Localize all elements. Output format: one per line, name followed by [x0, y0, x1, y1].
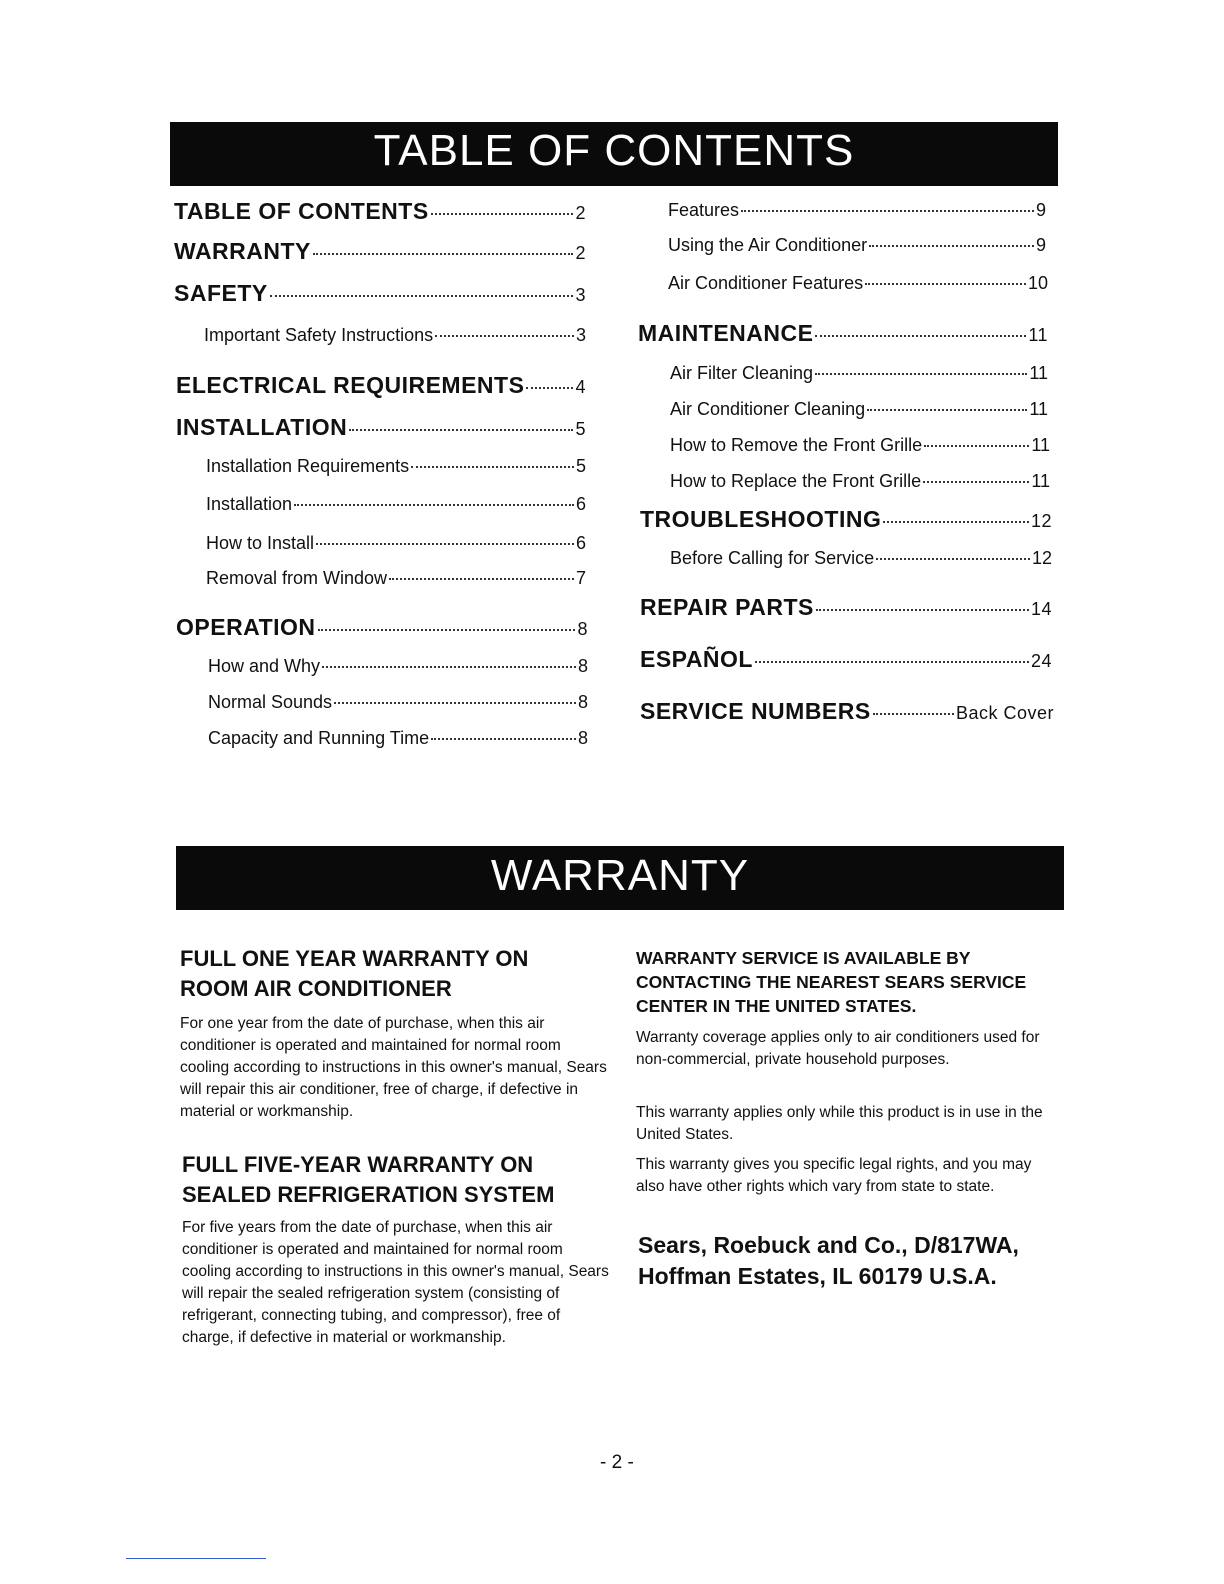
toc-entry-title: SERVICE NUMBERS	[640, 698, 871, 724]
toc-entry-how-and-why	[208, 656, 588, 677]
toc-page-number: 14	[1030, 599, 1052, 619]
toc-entry-title: How to Remove the Front Grille	[670, 435, 923, 455]
toc-banner: TABLE OF CONTENTS	[170, 122, 1058, 186]
toc-entry-service-numbers	[640, 698, 1054, 725]
legal-rights-paragraph: This warranty gives you specific legal rights, and you may also have other rights which vary from state to state.	[636, 1156, 1032, 1195]
dot-leader	[411, 466, 574, 468]
dot-leader	[322, 666, 576, 668]
dot-leader	[876, 558, 1030, 560]
toc-entry-how-to-install	[206, 533, 586, 554]
toc-entry-using-the-air-conditioner	[668, 235, 1046, 256]
toc-page-number: 5	[575, 456, 586, 476]
dot-leader	[869, 245, 1034, 247]
toc-entry-title: INSTALLATION	[176, 414, 348, 440]
toc-page-number: 24	[1030, 651, 1052, 671]
toc-page-number: 9	[1035, 200, 1046, 220]
toc-page-number: 6	[575, 533, 586, 553]
toc-entry-installation	[176, 414, 586, 441]
toc-entry-maintenance	[638, 320, 1048, 347]
dot-leader	[867, 409, 1027, 411]
toc-entry-before-calling-for-service	[670, 548, 1052, 569]
toc-entry-air-conditioner-cleaning	[670, 399, 1048, 420]
dot-leader	[389, 578, 574, 580]
usa-paragraph: This warranty applies only while this product is in use in the United States.	[636, 1104, 1043, 1143]
toc-page-number: 2	[575, 203, 586, 223]
toc-page-number: 6	[575, 494, 586, 514]
toc-entry-safety	[174, 280, 586, 307]
toc-entry-air-filter-cleaning	[670, 363, 1048, 384]
dot-leader	[923, 481, 1029, 483]
dot-leader	[349, 429, 573, 431]
page-number: - 2 -	[600, 1452, 634, 1473]
toc-page-number: 11	[1031, 435, 1050, 455]
coverage-paragraph: Warranty coverage applies only to air conditioners used for non-commercial, private household purposes.	[636, 1029, 1040, 1068]
dot-leader	[318, 629, 576, 631]
toc-page-number: 8	[577, 728, 588, 748]
toc-entry-warranty	[174, 238, 586, 265]
toc-page-number: 4	[575, 377, 586, 397]
dot-leader	[270, 295, 574, 297]
toc-entry-repair-parts	[640, 594, 1052, 621]
toc-page-number: 9	[1035, 235, 1046, 255]
toc-entry-title: OPERATION	[176, 614, 316, 640]
toc-entry-title: Important Safety Instructions	[204, 325, 434, 345]
toc-entry-table-of-contents	[174, 198, 586, 225]
toc-entry-installation	[206, 494, 586, 515]
dot-leader	[815, 373, 1027, 375]
toc-page-number: 2	[575, 243, 586, 263]
toc-page-number: Back Cover	[955, 703, 1054, 723]
dot-leader	[526, 387, 573, 389]
toc-entry-espa-ol	[640, 646, 1052, 673]
toc-entry-title: Using the Air Conditioner	[668, 235, 868, 255]
five-year-warranty-heading: FULL FIVE-YEAR WARRANTY ON SEALED REFRIGERATION SYSTEM	[182, 1152, 555, 1207]
toc-page-number: 5	[575, 419, 586, 439]
toc-page-number: 8	[577, 692, 588, 712]
dot-leader	[435, 335, 574, 337]
toc-entry-title: How to Install	[206, 533, 315, 553]
toc-entry-title: Air Conditioner Features	[668, 273, 864, 293]
toc-entry-electrical-requirements	[176, 372, 586, 399]
dot-leader	[431, 213, 574, 215]
toc-entry-features	[668, 200, 1046, 221]
dot-leader	[816, 609, 1029, 611]
toc-page-number: 10	[1027, 273, 1048, 293]
dot-leader	[431, 738, 576, 740]
footer-rule	[126, 1558, 266, 1559]
toc-entry-title: WARRANTY	[174, 238, 311, 264]
sears-address-line2: Hoffman Estates, IL 60179 U.S.A.	[638, 1263, 997, 1289]
dot-leader	[741, 210, 1034, 212]
toc-entry-removal-from-window	[206, 568, 586, 589]
dot-leader	[883, 521, 1029, 523]
dot-leader	[316, 543, 574, 545]
five-year-warranty-text: For five years from the date of purchase, when this air conditioner is operated and maintained for normal room cooling according to instructions in this owner's manual, Sears will repair the sealed refrigeration system (consisting of refrigerant, connecting tubing, and compressor), free of charge, if defective in material or workmanship.	[182, 1219, 609, 1346]
dot-leader	[873, 713, 954, 715]
one-year-warranty-text: For one year from the date of purchase, when this air conditioner is operated and maintained for normal room cooling according to instructions in this owner's manual, Sears will repair this air conditioner, free of charge, if defective in material or workmanship.	[180, 1015, 607, 1120]
toc-entry-title: SAFETY	[174, 280, 268, 306]
toc-entry-title: Normal Sounds	[208, 692, 333, 712]
toc-page-number: 3	[575, 325, 586, 345]
toc-page-number: 11	[1029, 399, 1048, 419]
sears-address-line1: Sears, Roebuck and Co., D/817WA,	[638, 1232, 1019, 1258]
warranty-service-heading: WARRANTY SERVICE IS AVAILABLE BY CONTACTING THE NEAREST SEARS SERVICE CENTER IN THE UNITED STATES.	[636, 948, 1027, 1016]
toc-entry-title: ESPAÑOL	[640, 646, 753, 672]
one-year-warranty-heading: FULL ONE YEAR WARRANTY ON ROOM AIR CONDITIONER	[180, 946, 529, 1001]
toc-page-number: 3	[575, 285, 586, 305]
toc-entry-title: Air Conditioner Cleaning	[670, 399, 866, 419]
toc-page-number: 11	[1028, 325, 1048, 345]
toc-entry-title: REPAIR PARTS	[640, 594, 814, 620]
toc-entry-title: Features	[668, 200, 740, 220]
toc-entry-title: Capacity and Running Time	[208, 728, 430, 748]
toc-entry-air-conditioner-features	[668, 273, 1048, 294]
toc-entry-title: How and Why	[208, 656, 321, 676]
toc-entry-important-safety-instructions	[204, 325, 586, 346]
toc-entry-title: Installation	[206, 494, 293, 514]
toc-entry-troubleshooting	[640, 506, 1052, 533]
toc-page-number: 7	[575, 568, 586, 588]
dot-leader	[924, 445, 1029, 447]
toc-page-number: 8	[577, 656, 588, 676]
toc-entry-how-to-replace-the-front-grille	[670, 471, 1050, 492]
toc-entry-title: MAINTENANCE	[638, 320, 814, 346]
dot-leader	[334, 702, 576, 704]
dot-leader	[313, 253, 574, 255]
toc-entry-operation	[176, 614, 588, 641]
toc-entry-title: TROUBLESHOOTING	[640, 506, 882, 532]
dot-leader	[294, 504, 574, 506]
toc-page-number: 12	[1031, 548, 1052, 568]
toc-entry-title: Removal from Window	[206, 568, 388, 588]
toc-page-number: 8	[577, 619, 588, 639]
toc-entry-normal-sounds	[208, 692, 588, 713]
toc-entry-title: How to Replace the Front Grille	[670, 471, 922, 491]
toc-page-number: 12	[1030, 511, 1052, 531]
toc-entry-installation-requirements	[206, 456, 586, 477]
dot-leader	[815, 335, 1026, 337]
toc-page-number: 11	[1029, 363, 1048, 383]
toc-page-number: 11	[1031, 471, 1050, 491]
dot-leader	[865, 283, 1026, 285]
toc-entry-title: Before Calling for Service	[670, 548, 875, 568]
toc-entry-title: TABLE OF CONTENTS	[174, 198, 429, 224]
dot-leader	[755, 661, 1029, 663]
warranty-banner: WARRANTY	[176, 846, 1064, 910]
toc-entry-title: ELECTRICAL REQUIREMENTS	[176, 372, 525, 398]
toc-entry-title: Air Filter Cleaning	[670, 363, 814, 383]
toc-entry-capacity-and-running-time	[208, 728, 588, 749]
toc-entry-how-to-remove-the-front-grille	[670, 435, 1050, 456]
toc-entry-title: Installation Requirements	[206, 456, 410, 476]
